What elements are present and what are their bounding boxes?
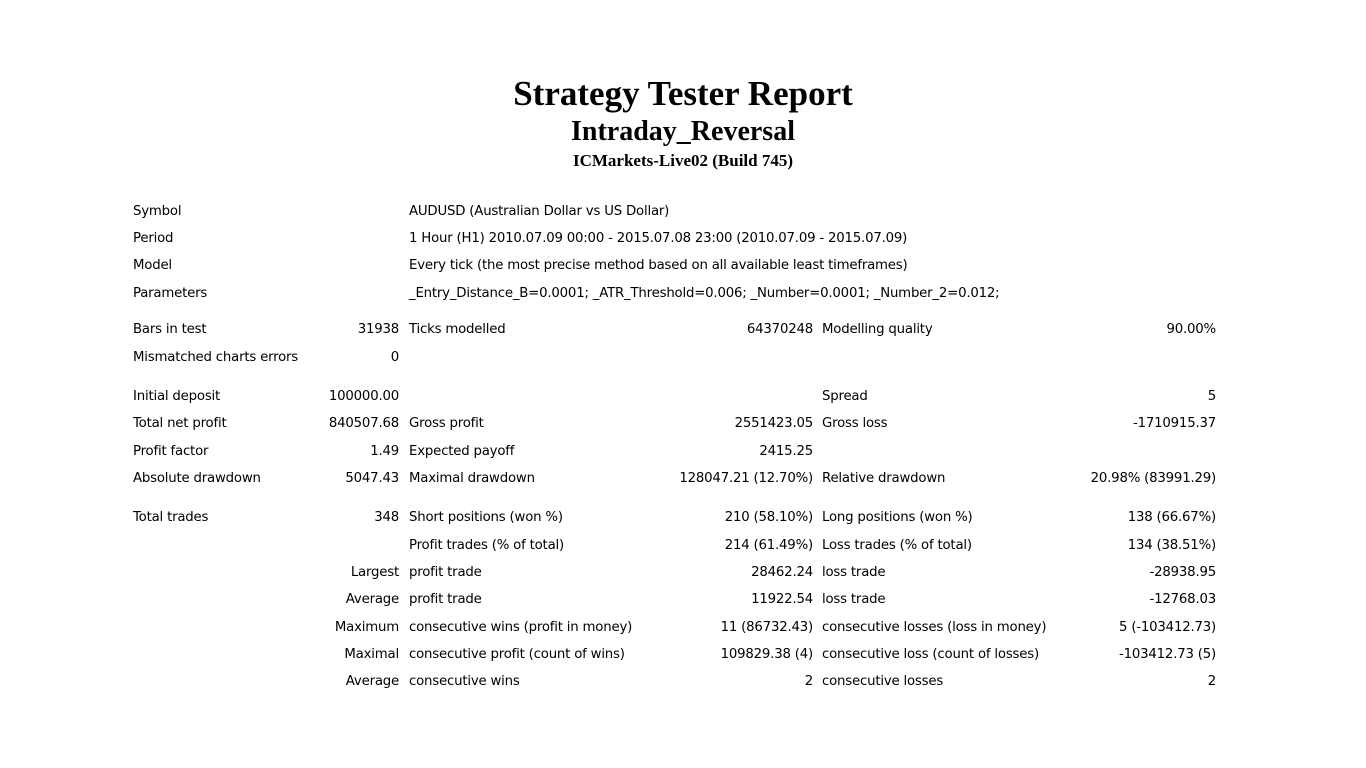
short-positions-value: 210 (58.10%) <box>724 510 813 525</box>
largest-label: Largest <box>350 565 399 580</box>
mismatched-errors-label: Mismatched charts errors <box>133 350 299 365</box>
report-title: Strategy Tester Report <box>513 74 853 113</box>
relative-drawdown-value: 20.98% (83991.29) <box>1090 471 1216 486</box>
maximum-label: Maximum <box>334 620 399 635</box>
modelling-quality-label: Modelling quality <box>822 322 933 337</box>
expert-name: Intraday_Reversal <box>571 116 795 147</box>
net-profit-label: Total net profit <box>133 416 227 431</box>
long-positions-value: 138 (66.67%) <box>1127 510 1216 525</box>
gross-loss-label: Gross loss <box>822 416 888 431</box>
max-consecutive-losses-label: consecutive losses (loss in money) <box>822 620 1047 635</box>
maximal-label: Maximal <box>344 647 399 662</box>
maximal-drawdown-value: 128047.21 (12.70%) <box>679 471 813 486</box>
parameters-label: Parameters <box>133 286 208 301</box>
largest-loss-label: loss trade <box>822 565 886 580</box>
largest-loss-value: -28938.95 <box>1149 565 1216 580</box>
largest-profit-label: profit trade <box>409 565 482 580</box>
period-label: Period <box>133 231 174 246</box>
absolute-drawdown-label: Absolute drawdown <box>133 471 261 486</box>
ticks-label: Ticks modelled <box>409 322 506 337</box>
bars-value: 31938 <box>357 322 399 337</box>
maximal-consecutive-profit-value: 109829.38 (4) <box>720 647 813 662</box>
maximal-drawdown-label: Maximal drawdown <box>409 471 535 486</box>
average-loss-value: -12768.03 <box>1149 592 1216 607</box>
profit-factor-label: Profit factor <box>133 444 209 459</box>
gross-loss-value: -1710915.37 <box>1133 416 1216 431</box>
average-profit-label: profit trade <box>409 592 482 607</box>
profit-trades-label: Profit trades (% of total) <box>409 538 564 553</box>
symbol-value: AUDUSD (Australian Dollar vs US Dollar) <box>409 204 670 219</box>
maximal-consecutive-profit-label: consecutive profit (count of wins) <box>409 647 625 662</box>
expected-payoff-label: Expected payoff <box>409 444 515 459</box>
total-trades-label: Total trades <box>133 510 209 525</box>
maximal-consecutive-loss-value: -103412.73 (5) <box>1119 647 1216 662</box>
average-consecutive-wins-value: 2 <box>804 674 813 689</box>
max-consecutive-wins-label: consecutive wins (profit in money) <box>409 620 633 635</box>
largest-profit-value: 28462.24 <box>751 565 813 580</box>
gross-profit-label: Gross profit <box>409 416 484 431</box>
expected-payoff-value: 2415.25 <box>759 444 813 459</box>
profit-factor-value: 1.49 <box>370 444 399 459</box>
average-profit-value: 11922.54 <box>751 592 813 607</box>
loss-trades-label: Loss trades (% of total) <box>822 538 972 553</box>
absolute-drawdown-value: 5047.43 <box>345 471 399 486</box>
mismatched-errors-value: 0 <box>390 350 399 365</box>
max-consecutive-losses-value: 5 (-103412.73) <box>1119 620 1216 635</box>
period-value: 1 Hour (H1) 2010.07.09 00:00 - 2015.07.08 23:00 (2010.07.09 - 2015.07.09) <box>409 231 908 246</box>
spread-value: 5 <box>1207 389 1216 404</box>
maximal-consecutive-loss-label: consecutive loss (count of losses) <box>822 647 1039 662</box>
initial-deposit-value: 100000.00 <box>328 389 399 404</box>
long-positions-label: Long positions (won %) <box>822 510 973 525</box>
symbol-label: Symbol <box>133 204 182 219</box>
net-profit-value: 840507.68 <box>328 416 399 431</box>
total-trades-value: 348 <box>374 510 399 525</box>
model-label: Model <box>133 258 172 273</box>
modelling-quality-value: 90.00% <box>1166 322 1216 337</box>
average-loss-label: loss trade <box>822 592 886 607</box>
initial-deposit-label: Initial deposit <box>133 389 221 404</box>
average-consecutive-losses-value: 2 <box>1207 674 1216 689</box>
server-name: ICMarkets-Live02 (Build 745) <box>572 151 794 170</box>
average-consecutive-losses-label: consecutive losses <box>822 674 944 689</box>
relative-drawdown-label: Relative drawdown <box>822 471 946 486</box>
bars-label: Bars in test <box>133 322 207 337</box>
gross-profit-value: 2551423.05 <box>734 416 813 431</box>
average-label: Average <box>345 592 399 607</box>
parameters-value: _Entry_Distance_B=0.0001; _ATR_Threshold=0.006; _Number=0.0001; _Number_2=0.012; <box>409 286 1000 301</box>
spread-label: Spread <box>822 389 868 404</box>
model-value: Every tick (the most precise method based on all available least timeframes) <box>409 258 908 273</box>
short-positions-label: Short positions (won %) <box>409 510 563 525</box>
average-consecutive-wins-label: consecutive wins <box>409 674 520 689</box>
loss-trades-value: 134 (38.51%) <box>1127 538 1216 553</box>
average-consecutive-label: Average <box>345 674 399 689</box>
max-consecutive-wins-value: 11 (86732.43) <box>720 620 813 635</box>
profit-trades-value: 214 (61.49%) <box>724 538 813 553</box>
ticks-value: 64370248 <box>746 322 813 337</box>
